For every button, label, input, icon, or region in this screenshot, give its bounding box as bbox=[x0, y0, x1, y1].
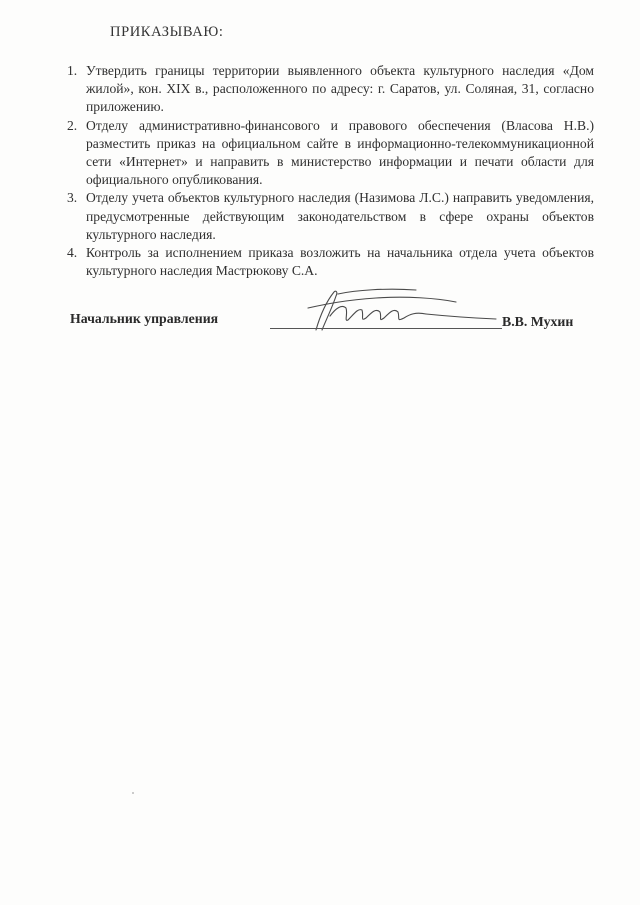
order-item-1 bbox=[62, 62, 594, 117]
order-item-3 bbox=[62, 189, 594, 244]
order-list bbox=[62, 62, 594, 280]
order-item-2 bbox=[62, 117, 594, 190]
order-item-text: Отделу административно-финансового и правового обеспечения (Власова Н.В.) разместить приказ на официальном сайте в информационно-телекоммуникационной сети «Интернет» и направить в министерство информации и печати области для официального опубликования. bbox=[86, 117, 594, 188]
signature-line bbox=[270, 328, 502, 329]
order-item-number: 1. bbox=[67, 63, 78, 78]
signer-name: В.В. Мухин bbox=[502, 314, 574, 329]
order-item-number: 3. bbox=[67, 190, 78, 206]
order-item-4 bbox=[62, 244, 594, 280]
signature-row bbox=[70, 308, 590, 338]
order-item-text: Утвердить границы территории выявленного объекта культурного наследия «Дом жилой», кон. XIX в., расположенного по адресу: г. Саратов, ул. Соляная, 31, согласно приложению. bbox=[86, 63, 594, 115]
order-item-text: Контроль за исполнением приказа возложить на начальника отдела учета объектов культурного наследия Мастрюкову С.А. bbox=[86, 245, 594, 279]
order-item-number: 4. bbox=[67, 245, 78, 261]
signer-title: Начальник управления bbox=[70, 311, 219, 326]
scan-speck bbox=[132, 792, 134, 794]
order-item-text: Отделу учета объектов культурного наследия (Назимова Л.С.) направить уведомления, предусмотренные действующим законодательством в сфере охраны объектов культурного наследия. bbox=[86, 190, 594, 242]
order-item-number: 2. bbox=[67, 117, 78, 133]
order-heading: ПРИКАЗЫВАЮ: bbox=[110, 24, 224, 40]
